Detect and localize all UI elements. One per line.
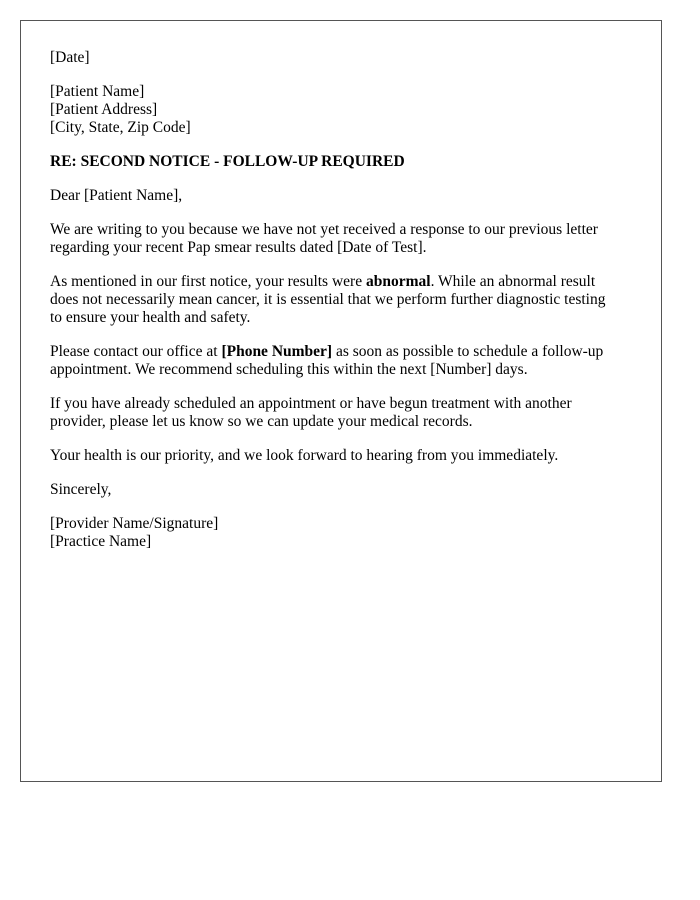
paragraph-health-priority (50, 447, 640, 465)
recipient-city-state-zip: [City, State, Zip Code] (50, 119, 191, 136)
salutation: Dear [Patient Name], (50, 187, 183, 204)
paragraph-line: does not necessarily mean cancer, it is essential that we perform further diagnostic testing (50, 291, 606, 308)
paragraph-line: We are writing to you because we have not yet received a response to our previous letter (50, 221, 598, 238)
paragraph-line (50, 273, 640, 291)
date-block (50, 49, 640, 67)
practice-name: [Practice Name] (50, 533, 152, 550)
provider-name-signature: [Provider Name/Signature] (50, 515, 219, 532)
paragraph-already-scheduled (50, 395, 640, 431)
recipient-address-block (50, 83, 640, 137)
paragraph-line: Your health is our priority, and we look forward to hearing from you immediately. (50, 447, 559, 464)
text-run: Please contact our office at (50, 343, 222, 360)
paragraph-line: regarding your recent Pap smear results dated [Date of Test]. (50, 239, 427, 256)
letter-body (50, 49, 640, 567)
closing: Sincerely, (50, 481, 112, 498)
paragraph-contact-office (50, 343, 640, 379)
recipient-address: [Patient Address] (50, 101, 158, 118)
text-run: as soon as possible to schedule a follow-up (332, 343, 604, 360)
paragraph-line: If you have already scheduled an appointment or have begun treatment with another (50, 395, 572, 412)
recipient-name: [Patient Name] (50, 83, 145, 100)
paragraph-line: to ensure your health and safety. (50, 309, 251, 326)
paragraph-line: appointment. We recommend scheduling this within the next [Number] days. (50, 361, 528, 378)
phone-number-placeholder: [Phone Number] (221, 343, 333, 360)
paragraph-no-response (50, 221, 640, 257)
signature-block (50, 515, 640, 551)
letter-page (20, 20, 662, 782)
subject-line: RE: SECOND NOTICE - FOLLOW-UP REQUIRED (50, 153, 405, 170)
text-run: As mentioned in our first notice, your results were (50, 273, 366, 290)
text-run: . While an abnormal result (430, 273, 596, 290)
emphasis-abnormal: abnormal (365, 273, 431, 290)
paragraph-abnormal-results (50, 273, 640, 327)
paragraph-line (50, 343, 640, 361)
paragraph-line: provider, please let us know so we can update your medical records. (50, 413, 473, 430)
date-line: [Date] (50, 49, 90, 66)
